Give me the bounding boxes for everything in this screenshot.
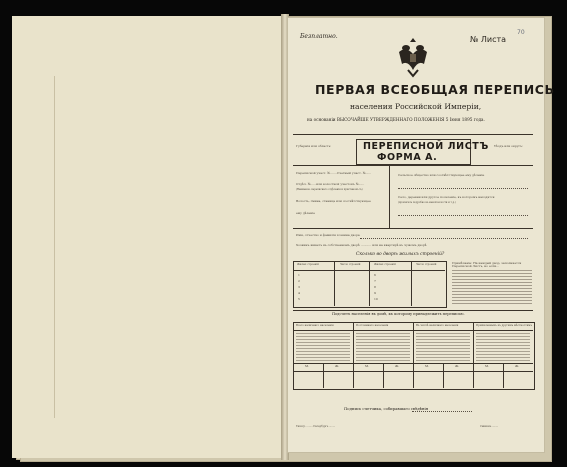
mf-divider [503,363,504,388]
mf-divider [383,363,384,388]
rooms-h1: Жилых строеній [297,263,319,266]
totals-heading: Подсчетъ населенія въ домѣ, къ которому принадлежитъ переписью. [332,312,465,316]
rooms-col-1 [334,261,335,306]
left-page-margin-line [54,76,270,418]
room-num: 5 [298,297,300,301]
form-name: ПЕРЕПИСНОЙ ЛИСТЪ [363,141,489,152]
totals-fine-print [356,333,410,361]
signature-dots [412,411,472,412]
entrance-line: Хозяинъ живетъ въ собственномъ дворѣ ........... или на квартирѣ въ чужомъ дворѣ [296,243,427,247]
free-label: Безплатно. [300,33,338,40]
field-otdel: Отдѣл. №......или волостной участокъ №...... [296,182,365,186]
totals-header-rule [293,330,533,331]
room-num: 6 [374,273,376,277]
census-decree: на основаніи ВЫСОЧАЙШЕ УТВЕРЖДЕННАГО ПОЛОЖЕНІЯ 5 Іюня 1895 года. [307,117,485,122]
left-page [12,16,285,458]
mf-label: М. [425,364,430,368]
owner-rule [293,228,533,229]
owner-dots [360,238,528,239]
rooms-header-rule [293,270,445,271]
totals-mf-rule [293,363,533,364]
notes-fine-print [452,270,532,306]
notes-block [452,262,532,306]
totals-fine-print [296,333,350,361]
totals-col-1 [353,322,354,388]
totals-col-title: Въ числѣ наличнаго населенія [416,324,459,327]
rooms-col-3 [411,261,412,306]
field-volost-2: ему дѣленіе [296,211,315,215]
top-rule [293,134,533,135]
mf-label: Ж. [395,364,400,368]
mf-label: М. [485,364,490,368]
totals-fine-print [476,333,530,361]
address-divider [389,166,390,228]
field-otdel-note: (Наименов. переписнаго отдѣленія и пристанокъ №) [296,188,363,191]
mf-divider [443,363,444,388]
field-village-note: (прописать подробно въ какой волости и т.д.) [398,201,456,204]
room-num: 1 [298,273,300,277]
room-num: 2 [298,279,300,283]
rooms-heading: Сколько во дворѣ жилыхъ строеній? [356,252,445,257]
sheet-number-label: № Листа [470,35,507,44]
totals-col-2 [413,322,414,388]
notes-text: Примѣчаніе: На каждый двор, заполняется Переписной Листъ, но если... [452,261,522,269]
mf-label: Ж. [515,364,520,368]
field-uchastok: Переписной участ. №.......Счетный участ. №...... [296,171,372,175]
society-line [398,188,528,189]
village-line [398,215,528,216]
room-num: 8 [374,285,376,289]
totals-col-title: Всего наличнаго населенія [296,324,334,327]
field-volost: Волость, гмина, станица или соотвѣтствующее [296,199,371,203]
census-subtitle: населения Российской Имперіи, [350,102,482,111]
owner-line: Имя, отчество и фамилія хозяина двора [296,233,360,237]
province-label: Губернія или область: [296,144,332,148]
rooms-h3: Жилых строеній [374,263,396,266]
room-num: 7 [374,279,376,283]
room-num: 9 [374,291,376,295]
field-society: Сельское общество или соотвѣтствующее ему дѣленіе [398,173,485,177]
totals-col-title: Постояннаго населенія [356,324,389,327]
rooms-table [293,261,447,308]
totals-value-rule [293,371,533,372]
footer-right: Снимокъ ........ [480,425,499,428]
totals-fine-print [416,333,470,361]
room-num: 10 [374,297,378,301]
handwritten-sheet-number: 70 [517,29,525,36]
footer-left: Типогр. ........ Петербургъ ........ [296,425,336,428]
mf-divider [323,363,324,388]
room-num: 3 [298,285,300,289]
signature-line: Подпись счетчика, собиравшаго свѣдѣнія [344,406,429,411]
rooms-col-2 [369,261,370,306]
rooms-h4: Число строеній [416,263,437,266]
district-label: Уѣздъ или округъ: [494,144,524,148]
room-num: 4 [298,291,300,295]
totals-col-3 [473,322,474,388]
totals-col-title: Приписанныхъ къ другимъ мѣстностямъ [476,324,532,327]
rooms-h2: Число строеній [340,263,361,266]
field-village: Село, деревня или другое поселеніе, въ которомъ находятся [398,195,495,199]
mf-label: Ж. [455,364,460,368]
form-variant: ФОРМА А. [377,152,438,163]
mf-label: Ж. [335,364,340,368]
totals-rule [293,310,533,311]
double-headed-eagle-icon [396,36,430,78]
mf-label: М. [305,364,310,368]
census-title: ПЕРВАЯ ВСЕОБЩАЯ ПЕРЕПИСЬ [315,82,555,97]
mf-label: М. [365,364,370,368]
form-rule [293,165,533,166]
